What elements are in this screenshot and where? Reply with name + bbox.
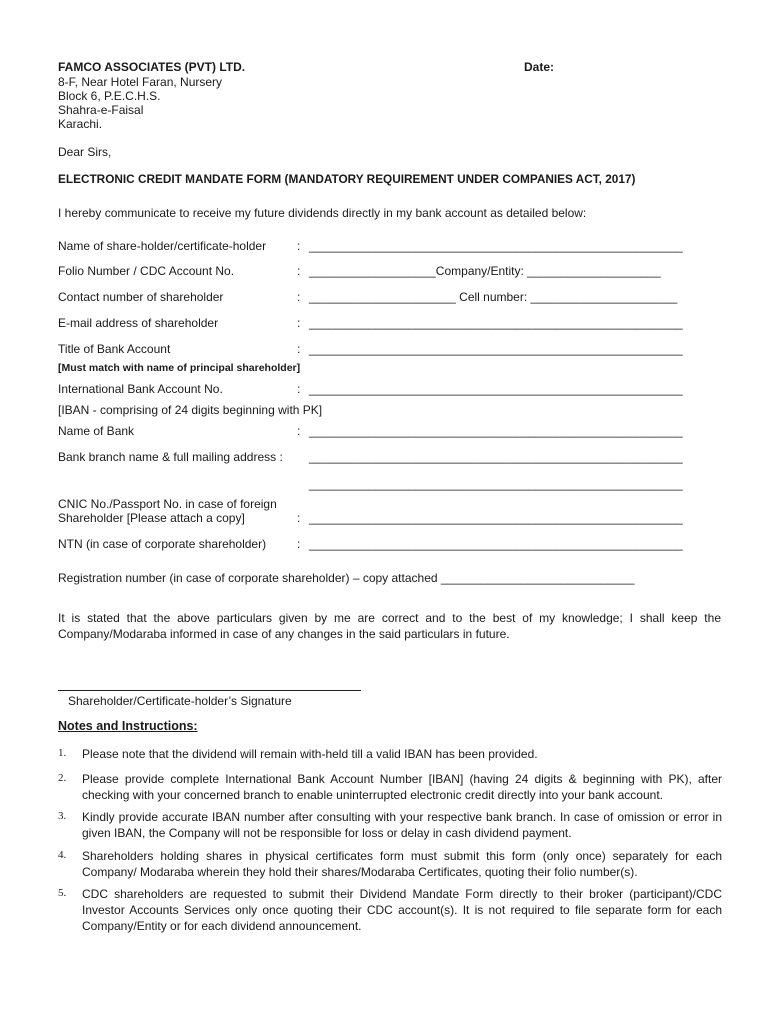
signature-label: Shareholder/Certificate-holder’s Signature <box>68 694 292 708</box>
registration-field[interactable]: Registration number (in case of corporate shareholder) – copy attached _____________________________ <box>58 571 635 585</box>
shareholder-name-label: Name of share-holder/certificate-holder <box>58 239 267 253</box>
colon: : <box>297 424 301 438</box>
cnic-label-2: Shareholder [Please attach a copy] <box>58 511 245 525</box>
iban-blank[interactable]: ________________________________________________________ <box>309 382 683 396</box>
colon: : <box>297 290 301 304</box>
contact-cell-blank[interactable]: ______________________ Cell number: ______________________ <box>309 290 678 304</box>
cnic-blank[interactable]: ________________________________________________________ <box>309 511 683 525</box>
date-label: Date: <box>524 60 555 74</box>
branch-blank-2[interactable]: ________________________________________________________ <box>309 477 683 491</box>
note-number: 5. <box>58 887 67 899</box>
bank-name-label: Name of Bank <box>58 424 135 438</box>
colon: : <box>297 239 301 253</box>
iban-label: International Bank Account No. <box>58 382 223 396</box>
note-text: Kindly provide accurate IBAN number after consulting with your respective bank branch. In case of omission or error in given IBAN, the Company will not be responsible for loss or delay in cash dividend payment. <box>82 810 722 840</box>
colon: : <box>297 264 301 278</box>
note-number: 2. <box>58 772 67 784</box>
salutation: Dear Sirs, <box>58 145 112 159</box>
colon: : <box>297 316 301 330</box>
email-blank[interactable]: ________________________________________________________ <box>309 316 683 330</box>
form-title: ELECTRONIC CREDIT MANDATE FORM (MANDATORY REQUIREMENT UNDER COMPANIES ACT, 2017) <box>58 172 636 186</box>
note-text: Please note that the dividend will remain with-held till a valid IBAN has been provided. <box>82 747 538 761</box>
colon: : <box>297 511 301 525</box>
ntn-label: NTN (in case of corporate shareholder) <box>58 537 267 551</box>
note-number: 1. <box>58 747 67 759</box>
folio-company-blank[interactable]: ___________________Company/Entity: ____________________ <box>309 264 661 278</box>
bank-title-blank[interactable]: ________________________________________________________ <box>309 342 683 356</box>
bank-title-label: Title of Bank Account <box>58 342 171 356</box>
signature-line[interactable] <box>58 690 361 691</box>
branch-label: Bank branch name & full mailing address : <box>58 450 283 464</box>
bank-title-note: [Must match with name of principal shareholder] <box>58 362 301 374</box>
address-line-4: Karachi. <box>58 117 103 131</box>
intro-text: I hereby communicate to receive my future dividends directly in my bank account as detailed below: <box>58 206 587 220</box>
address-line-2: Block 6, P.E.C.H.S. <box>58 89 161 103</box>
bank-name-blank[interactable]: ________________________________________________________ <box>309 424 683 438</box>
note-text: CDC shareholders are requested to submit their Dividend Mandate Form directly to their broker (participant)/CDC Investor Accounts Services only once quoting their CDC account(s). It is not required to file separate form for each Company/Entity or for each dividend announcement. <box>82 887 722 933</box>
branch-blank[interactable]: ________________________________________________________ <box>309 450 683 464</box>
address-line-3: Shahra-e-Faisal <box>58 103 144 117</box>
notes-heading: Notes and Instructions: <box>58 719 198 733</box>
email-label: E-mail address of shareholder <box>58 316 219 330</box>
note-number: 4. <box>58 849 67 861</box>
colon: : <box>297 342 301 356</box>
note-text: Shareholders holding shares in physical certificates form must submit this form (only once) separately for each Company/ Modaraba wherein they hold their shares/Modaraba Certificates, quoting their folio number(s). <box>82 849 722 879</box>
cnic-label-1: CNIC No./Passport No. in case of foreign <box>58 497 277 511</box>
shareholder-name-blank[interactable]: ________________________________________________________ <box>309 239 683 253</box>
iban-note: [IBAN - comprising of 24 digits beginning with PK] <box>58 403 323 417</box>
note-number: 3. <box>58 810 67 822</box>
company-name: FAMCO ASSOCIATES (PVT) LTD. <box>58 60 246 74</box>
note-text: Please provide complete International Bank Account Number [IBAN] (having 24 digits & beginning with PK), after checking with your concerned branch to enable uninterrupted electronic credit directly into your bank account. <box>82 772 722 802</box>
ntn-blank[interactable]: ________________________________________________________ <box>309 537 683 551</box>
declaration-text: It is stated that the above particulars given by me are correct and to the best of my knowledge; I shall keep the Company/Modaraba informed in case of any changes in the said particulars in future. <box>58 611 721 641</box>
folio-label: Folio Number / CDC Account No. <box>58 264 235 278</box>
colon: : <box>297 537 301 551</box>
address-line-1: 8-F, Near Hotel Faran, Nursery <box>58 75 223 89</box>
contact-label: Contact number of shareholder <box>58 290 224 304</box>
colon: : <box>297 382 301 396</box>
